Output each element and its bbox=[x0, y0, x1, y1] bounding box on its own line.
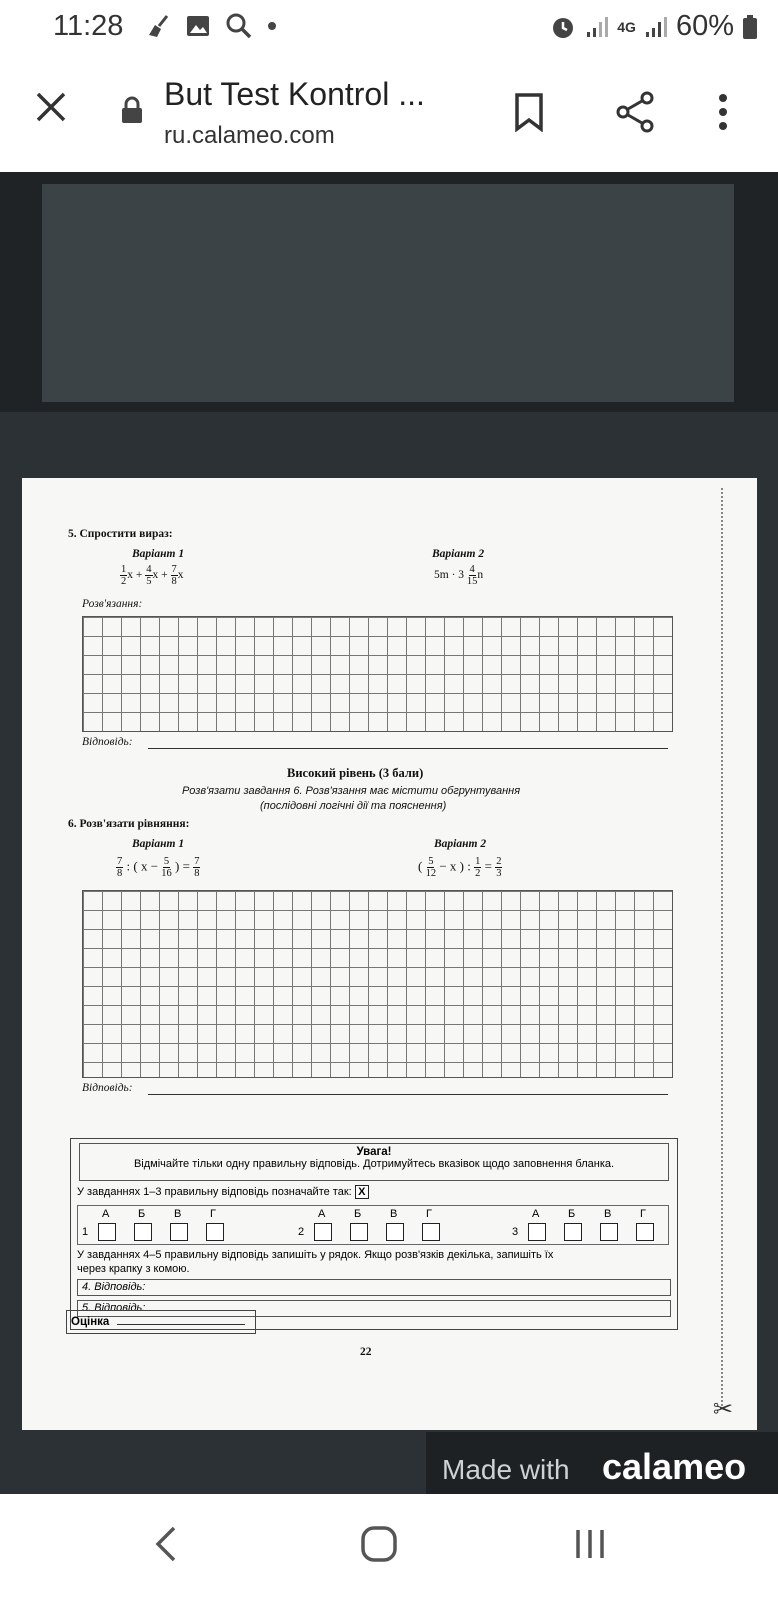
network-type: 4G bbox=[617, 18, 636, 35]
bookmark-icon[interactable] bbox=[513, 92, 545, 132]
row-number: 2 bbox=[298, 1226, 305, 1238]
task6-variant1: Варіант 1 bbox=[132, 838, 185, 850]
signal-icon bbox=[585, 16, 609, 38]
status-time: 11:28 bbox=[53, 10, 124, 42]
viewer-header-area bbox=[0, 172, 778, 412]
cut-line bbox=[721, 488, 723, 1406]
row-number: 1 bbox=[82, 1226, 89, 1238]
answer-checkbox[interactable] bbox=[98, 1223, 116, 1241]
notice-box bbox=[79, 1143, 669, 1181]
answer-checkbox[interactable] bbox=[386, 1223, 404, 1241]
letter-label: Г bbox=[210, 1208, 216, 1220]
grade-field[interactable] bbox=[66, 1310, 256, 1334]
task5-solution-grid bbox=[82, 616, 673, 732]
task5-variant1: Варіант 1 bbox=[132, 548, 185, 560]
page-number: 22 bbox=[360, 1346, 372, 1358]
broom-icon bbox=[145, 13, 171, 39]
task6-solution-grid bbox=[82, 890, 673, 1078]
calameo-logo: calameo bbox=[602, 1446, 747, 1487]
recent-apps-icon[interactable] bbox=[572, 1526, 608, 1562]
task5-solution-label: Розв'язання: bbox=[82, 598, 143, 610]
row-number: 3 bbox=[512, 1226, 519, 1238]
back-icon[interactable] bbox=[150, 1524, 180, 1564]
close-icon[interactable] bbox=[34, 90, 68, 124]
expr-var: n bbox=[477, 569, 484, 582]
answer-4-field[interactable]: 4. Відповідь: bbox=[77, 1279, 671, 1296]
image-icon bbox=[185, 13, 211, 39]
made-with-text: Made with bbox=[442, 1454, 570, 1485]
letter-label: Г bbox=[640, 1208, 646, 1220]
answer-checkbox[interactable] bbox=[314, 1223, 332, 1241]
task6-title: 6. Розв'язати рівняння: bbox=[68, 818, 190, 830]
answer-checkbox[interactable] bbox=[600, 1223, 618, 1241]
x-mark-sample: X bbox=[355, 1185, 369, 1199]
lock-icon bbox=[121, 96, 143, 124]
expr-lead: 5m · 3 bbox=[434, 569, 465, 582]
notice-title: Увага! bbox=[356, 1146, 392, 1158]
task5-expression-v2: 5m · 3 $\frac{4}{15}$ n bbox=[434, 564, 484, 587]
letter-label: В bbox=[390, 1208, 398, 1220]
rule-1-3 bbox=[77, 1185, 369, 1199]
letter-label: Б bbox=[354, 1208, 362, 1220]
high-level-heading: Високий рівень (3 бали) bbox=[287, 766, 424, 780]
answer-checkbox[interactable] bbox=[422, 1223, 440, 1241]
letter-label: В bbox=[174, 1208, 182, 1220]
instruction-line-2: (послідовні логічні дії та пояснення) bbox=[260, 800, 447, 812]
task6-answer-line bbox=[148, 1094, 668, 1095]
task5-title: 5. Спростити вираз: bbox=[68, 528, 173, 540]
answer-checkbox[interactable] bbox=[528, 1223, 546, 1241]
task5-answer-line bbox=[148, 748, 668, 749]
answer-checkbox[interactable] bbox=[206, 1223, 224, 1241]
task6-answer-label: Відповідь: bbox=[82, 1082, 133, 1094]
answer-5-field[interactable]: 5. Відповідь: bbox=[77, 1300, 671, 1317]
calameo-banner[interactable] bbox=[426, 1432, 778, 1502]
rule-4-5-line1: У завданнях 4–5 правильну відповідь запишіть у рядок. Якщо розв'язків декілька, запишіть їх bbox=[77, 1249, 554, 1261]
letter-label: А bbox=[532, 1208, 540, 1220]
letter-label: А bbox=[102, 1208, 110, 1220]
home-icon[interactable] bbox=[360, 1524, 398, 1564]
share-icon[interactable] bbox=[614, 90, 656, 134]
rule-1-3-text: У завданнях 1–3 правильну відповідь позначайте так: bbox=[77, 1185, 352, 1198]
page-url: ru.calameo.com bbox=[164, 122, 335, 149]
instruction-line-1: Розв'язати завдання 6. Розв'язання має містити обгрунтування bbox=[182, 785, 521, 797]
task6-variant2: Варіант 2 bbox=[434, 838, 487, 850]
letter-label: В bbox=[604, 1208, 612, 1220]
scissors-icon: ✂ bbox=[712, 1397, 733, 1423]
answer-checkbox[interactable] bbox=[636, 1223, 654, 1241]
task5-expression-v1: $\frac{1}{2}$ x + $\frac{4}{5}$ x + $\frac{7}{8}$ x bbox=[121, 564, 184, 587]
battery-icon bbox=[742, 14, 758, 40]
search-icon bbox=[225, 12, 253, 40]
answer-sheet-box bbox=[70, 1138, 678, 1330]
letter-label: Б bbox=[138, 1208, 146, 1220]
task5-variant2: Варіант 2 bbox=[432, 548, 485, 560]
more-options-icon[interactable] bbox=[718, 94, 728, 130]
answer-checkbox[interactable] bbox=[350, 1223, 368, 1241]
letter-label: А bbox=[318, 1208, 326, 1220]
expr-var: x bbox=[177, 569, 184, 582]
answer-checkbox[interactable] bbox=[134, 1223, 152, 1241]
dot-icon bbox=[267, 21, 277, 31]
alarm-icon bbox=[549, 13, 577, 41]
document-page[interactable] bbox=[22, 478, 757, 1430]
grade-label: Оцінка bbox=[71, 1316, 110, 1328]
page-title: But Test Kontrol ... bbox=[164, 76, 425, 112]
task6-equation-v1: $\frac{7}{8}$ : ( x − $\frac{5}{16}$ ) = $\frac{7}{8}$ bbox=[117, 856, 200, 879]
rule-4-5-line2: через крапку з комою. bbox=[77, 1263, 190, 1275]
status-bar bbox=[0, 0, 778, 52]
navigation-bar bbox=[0, 1494, 778, 1599]
notice-text: Відмічайте тільки одну правильну відповідь. Дотримуйтесь вказівок щодо заповнення бланка. bbox=[133, 1158, 615, 1170]
battery-level: 60% bbox=[675, 10, 734, 42]
answer-rows bbox=[77, 1205, 669, 1245]
answer-checkbox[interactable] bbox=[170, 1223, 188, 1241]
previous-page-block bbox=[42, 184, 734, 402]
answer-checkbox[interactable] bbox=[564, 1223, 582, 1241]
letter-label: Г bbox=[426, 1208, 432, 1220]
custom-tab-toolbar bbox=[0, 52, 778, 173]
task6-equation-v2: ( $\frac{5}{12}$ − x ) : $\frac{1}{2}$ = $\frac{2}{3}$ bbox=[418, 856, 502, 879]
task5-answer-label: Відповідь: bbox=[82, 736, 133, 748]
signal-icon bbox=[644, 16, 668, 38]
letter-label: Б bbox=[568, 1208, 576, 1220]
